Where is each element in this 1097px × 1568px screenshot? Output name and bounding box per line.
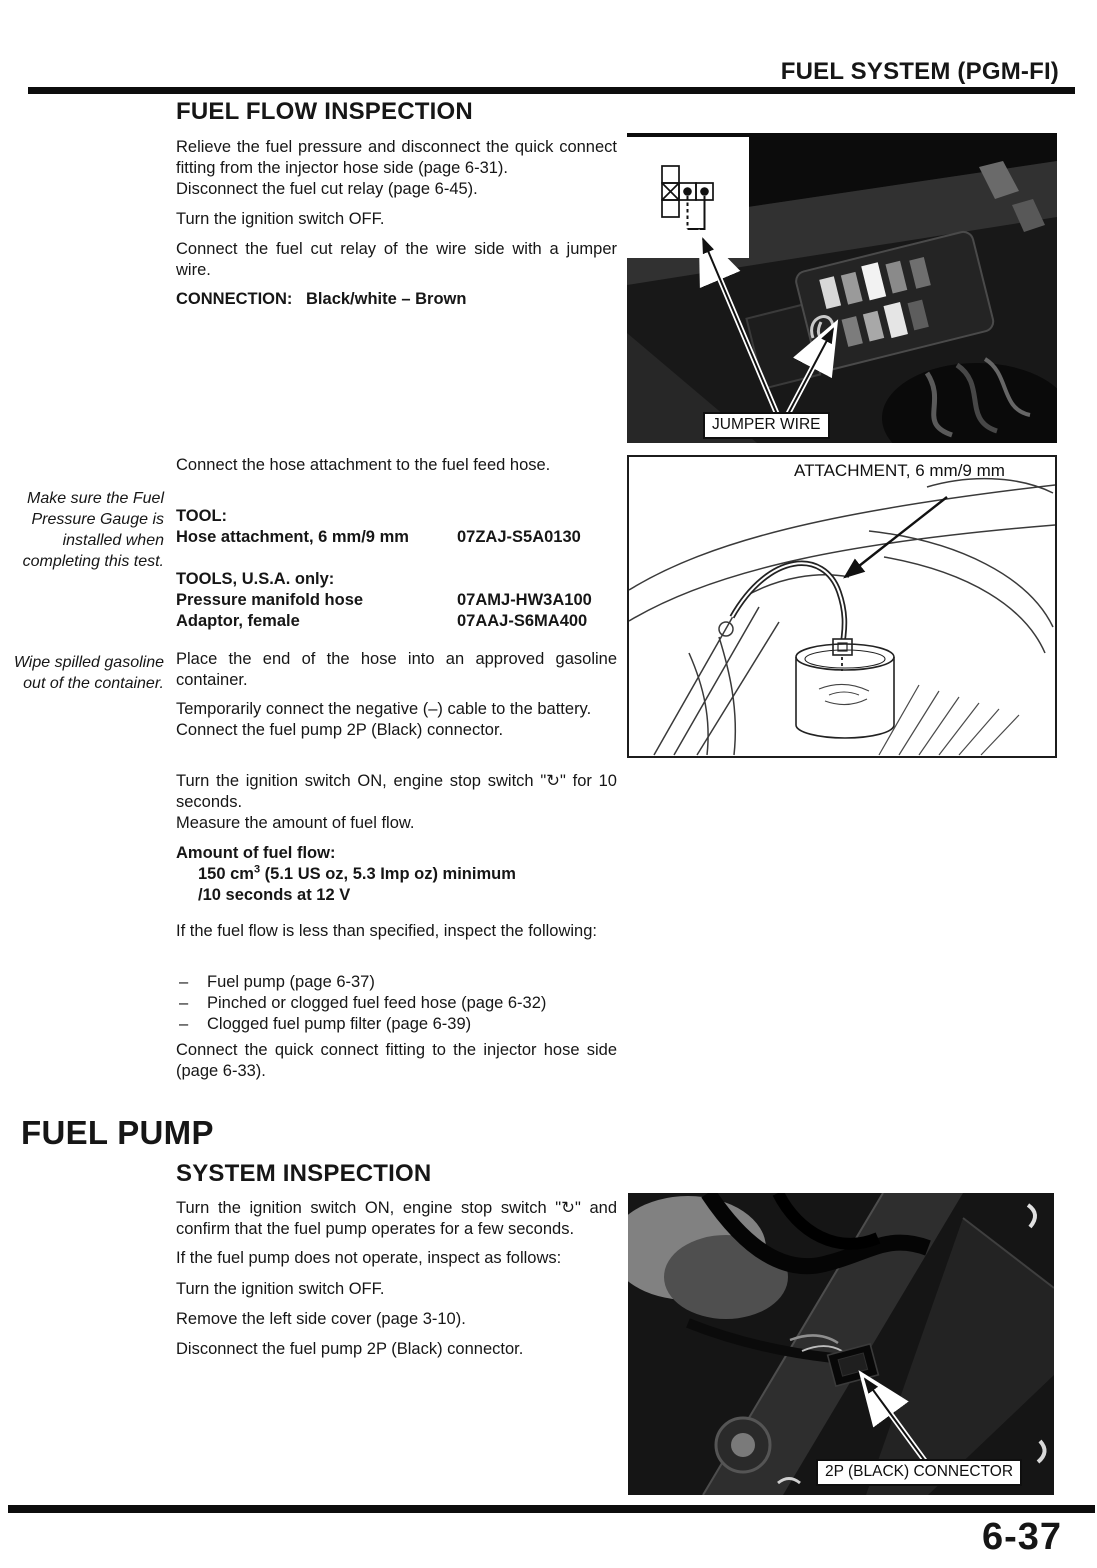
list-item-text: Pinched or clogged fuel feed hose (page 6-32) [207,994,547,1012]
paragraph-text: Disconnect the fuel cut relay (page 6-45). [176,180,478,198]
page-number: 6-37 [981,1516,1062,1558]
list-item [176,972,617,993]
section-heading-fuel-flow: FUEL FLOW INSPECTION [176,98,473,125]
header-rule [28,87,1075,94]
connection-value: Black/white – Brown [306,290,467,308]
spec-superscript: 3 [253,863,261,876]
paragraph-ignition-off: Turn the ignition switch OFF. [176,210,385,228]
tool-part-number: 07AAJ-S6MA400 [457,612,588,630]
list-item [176,993,617,1014]
spec-value-text: 150 cm [198,865,254,883]
fuel-flow-spec [176,843,617,906]
tool-block [176,506,617,548]
paragraph-battery [176,699,617,741]
fuse-box-photo-art [627,133,1057,443]
connection-label: CONNECTION: [176,290,293,308]
connector-callout-label: 2P (BLACK) CONNECTOR [816,1459,1022,1486]
footer-rule [8,1505,1095,1513]
section-heading-system-inspection: SYSTEM INSPECTION [176,1160,432,1187]
list-dash: – [179,994,189,1012]
list-item [176,1014,617,1035]
list-item-text: Clogged fuel pump filter (page 6-39) [207,1015,472,1033]
spec-value [176,864,617,885]
paragraph-text: Turn the ignition switch ON, engine stop switch "↻" for 10 seconds. [176,772,617,811]
fuel-pump-photo-art [628,1193,1054,1495]
margin-note-gauge: Make sure the Fuel Pressure Gauge is installed when completing this test. [22,490,164,570]
paragraph-ignition-on [176,771,617,834]
tool-part-number: 07AMJ-HW3A100 [457,591,592,609]
paragraph-text: Relieve the fuel pressure and disconnect the quick connect fitting from the injector hose side (page 6-31). [176,138,617,177]
tool-row [176,590,617,611]
chapter-heading-fuel-pump: FUEL PUMP [21,1114,214,1151]
paragraph-container: Place the end of the hose into an approved gasoline container. [176,650,617,689]
paragraph-text: Measure the amount of fuel flow. [176,814,415,832]
tool-name: Pressure manifold hose [176,591,364,609]
tool-row [176,527,617,548]
paragraph-text: Connect the fuel pump 2P (Black) connector. [176,721,504,739]
tool-name: Hose attachment, 6 mm/9 mm [176,528,409,546]
spec-value-text: (5.1 US oz, 5.3 Imp oz) minimum [260,865,516,883]
inspection-checklist [176,972,617,1035]
spec-value-line2: /10 seconds at 12 V [198,886,351,904]
figure-jumper-wire-photo [627,133,1057,443]
margin-note-wipe: Wipe spilled gasoline out of the container. [13,654,164,692]
paragraph-text: Temporarily connect the negative (–) cable to the battery. [176,700,592,718]
paragraph-pump-off: Turn the ignition switch OFF. [176,1280,385,1298]
list-dash: – [179,1015,189,1033]
tool-heading: TOOL: [176,507,228,525]
figure-connector-photo [628,1193,1054,1495]
list-dash: – [179,973,189,991]
figure-attachment-illustration [627,455,1057,758]
paragraph-hose-attachment: Connect the hose attachment to the fuel feed hose. [176,456,551,474]
tools-usa-heading: TOOLS, U.S.A. only: [176,570,335,588]
tool-part-number: 07ZAJ-S5A0130 [457,528,581,546]
attachment-callout-label: ATTACHMENT, 6 mm/9 mm [794,461,1005,480]
paragraph-pump-confirm: Turn the ignition switch ON, engine stop switch "↻" and confirm that the fuel pump operates for a few seconds. [176,1199,617,1238]
paragraph-jumper-wire: Connect the fuel cut relay of the wire side with a jumper wire. [176,240,617,279]
paragraph-reconnect: Connect the quick connect fitting to the injector hose side (page 6-33). [176,1041,617,1080]
paragraph-pump-disconnect: Disconnect the fuel pump 2P (Black) connector. [176,1340,524,1358]
list-item-text: Fuel pump (page 6-37) [207,973,375,991]
page-header-title: FUEL SYSTEM (PGM-FI) [780,58,1059,85]
jumper-wire-callout-label: JUMPER WIRE [703,412,830,439]
paragraph-if-less: If the fuel flow is less than specified, inspect the following: [176,922,597,940]
tool-row [176,611,617,632]
paragraph-pump-cover: Remove the left side cover (page 3-10). [176,1310,466,1328]
tool-name: Adaptor, female [176,612,300,630]
paragraph-relieve-pressure [176,137,617,200]
paragraph-pump-if: If the fuel pump does not operate, inspect as follows: [176,1249,562,1267]
tools-usa-block [176,569,617,632]
attachment-line-art [629,457,1055,756]
spec-heading: Amount of fuel flow: [176,844,336,862]
connection-spec [176,289,617,310]
